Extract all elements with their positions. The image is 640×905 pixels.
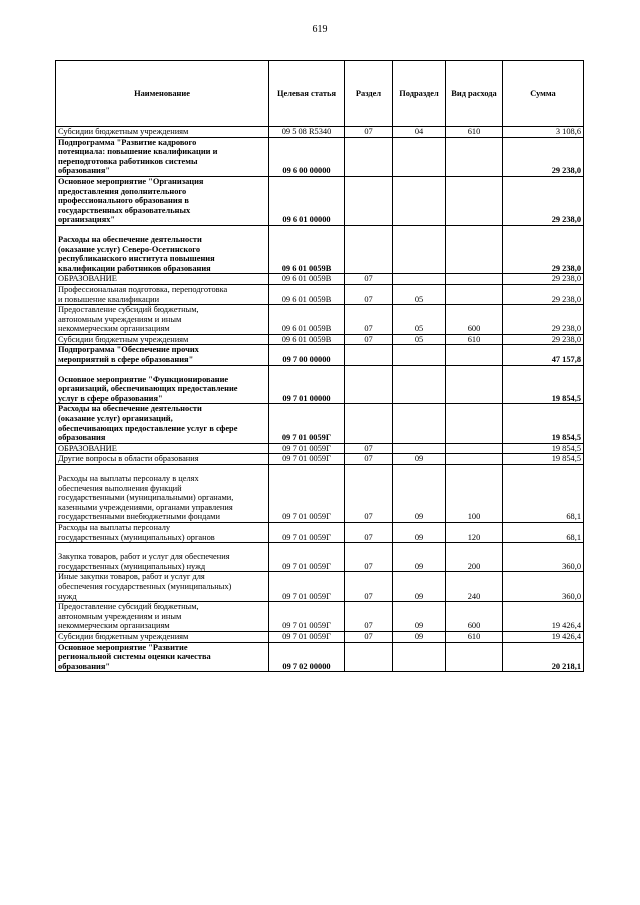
cell-section bbox=[345, 642, 393, 672]
cell-subsection: 09 bbox=[393, 522, 446, 542]
cell-subsection: 04 bbox=[393, 127, 446, 138]
page-number: 619 bbox=[312, 24, 328, 35]
cell-amount: 19 854,5 bbox=[503, 454, 584, 465]
table-row bbox=[56, 602, 584, 632]
table-row bbox=[56, 572, 584, 602]
cell-name: Расходы на обеспечение деятельности (оказание услуг) организаций, обеспечивающих предоставление услуг в сфере образования bbox=[56, 404, 269, 443]
cell-amount: 47 157,8 bbox=[503, 345, 584, 365]
header-code: Целевая статья bbox=[269, 61, 345, 127]
cell-name: Субсидии бюджетным учреждениям bbox=[56, 334, 269, 345]
cell-expense-type: 610 bbox=[446, 334, 503, 345]
cell-name: ОБРАЗОВАНИЕ bbox=[56, 443, 269, 454]
cell-amount: 29 238,0 bbox=[503, 284, 584, 304]
table-row bbox=[56, 443, 584, 454]
table-row bbox=[56, 631, 584, 642]
cell-expense-type bbox=[446, 176, 503, 225]
cell-amount: 68,1 bbox=[503, 465, 584, 523]
cell-expense-type: 100 bbox=[446, 465, 503, 523]
table-row bbox=[56, 404, 584, 443]
cell-name: Субсидии бюджетным учреждениям bbox=[56, 127, 269, 138]
cell-expense-type: 610 bbox=[446, 631, 503, 642]
cell-code: 09 7 01 0059Г bbox=[269, 572, 345, 602]
cell-subsection bbox=[393, 176, 446, 225]
header-expense-type: Вид расхода bbox=[446, 61, 503, 127]
cell-amount: 19 426,4 bbox=[503, 631, 584, 642]
cell-code: 09 7 01 0059Г bbox=[269, 454, 345, 465]
cell-expense-type bbox=[446, 137, 503, 176]
table-body bbox=[56, 127, 584, 672]
cell-expense-type: 600 bbox=[446, 602, 503, 632]
table-row bbox=[56, 284, 584, 304]
header-name: Наименование bbox=[56, 61, 269, 127]
cell-section: 07 bbox=[345, 454, 393, 465]
table-row bbox=[56, 127, 584, 138]
cell-subsection: 05 bbox=[393, 284, 446, 304]
cell-subsection: 05 bbox=[393, 305, 446, 335]
table-row bbox=[56, 176, 584, 225]
cell-section: 07 bbox=[345, 465, 393, 523]
cell-expense-type bbox=[446, 345, 503, 365]
cell-subsection: 09 bbox=[393, 543, 446, 572]
table-row bbox=[56, 225, 584, 273]
cell-amount: 29 238,0 bbox=[503, 274, 584, 285]
cell-expense-type bbox=[446, 404, 503, 443]
cell-code: 09 6 01 0059В bbox=[269, 334, 345, 345]
cell-subsection: 09 bbox=[393, 454, 446, 465]
cell-section: 07 bbox=[345, 572, 393, 602]
cell-code: 09 6 01 0059В bbox=[269, 274, 345, 285]
cell-section bbox=[345, 365, 393, 404]
table-row bbox=[56, 522, 584, 542]
cell-section: 07 bbox=[345, 305, 393, 335]
cell-amount: 68,1 bbox=[503, 522, 584, 542]
table-header-row bbox=[56, 61, 584, 127]
cell-code: 09 7 02 00000 bbox=[269, 642, 345, 672]
cell-section: 07 bbox=[345, 522, 393, 542]
table-row bbox=[56, 274, 584, 285]
cell-name: Предоставление субсидий бюджетным, автономным учреждениям и иным некоммерческим организациям bbox=[56, 305, 269, 335]
cell-amount: 19 854,5 bbox=[503, 404, 584, 443]
table-row bbox=[56, 642, 584, 672]
table-row bbox=[56, 365, 584, 404]
header-amount: Сумма bbox=[503, 61, 584, 127]
cell-amount: 20 218,1 bbox=[503, 642, 584, 672]
cell-amount: 19 854,5 bbox=[503, 365, 584, 404]
cell-code: 09 7 01 00000 bbox=[269, 365, 345, 404]
cell-section: 07 bbox=[345, 443, 393, 454]
cell-code: 09 6 01 00000 bbox=[269, 176, 345, 225]
cell-subsection: 05 bbox=[393, 334, 446, 345]
cell-subsection: 09 bbox=[393, 572, 446, 602]
cell-name: Профессиональная подготовка, переподготовка и повышение квалификации bbox=[56, 284, 269, 304]
cell-section bbox=[345, 137, 393, 176]
cell-amount: 29 238,0 bbox=[503, 334, 584, 345]
cell-expense-type bbox=[446, 284, 503, 304]
cell-expense-type bbox=[446, 642, 503, 672]
cell-code: 09 6 01 0059В bbox=[269, 305, 345, 335]
table-row bbox=[56, 465, 584, 523]
cell-subsection: 09 bbox=[393, 631, 446, 642]
cell-code: 09 5 08 R5340 bbox=[269, 127, 345, 138]
cell-name: ОБРАЗОВАНИЕ bbox=[56, 274, 269, 285]
cell-code: 09 7 00 00000 bbox=[269, 345, 345, 365]
cell-section: 07 bbox=[345, 631, 393, 642]
cell-amount: 29 238,0 bbox=[503, 137, 584, 176]
cell-code: 09 6 01 0059В bbox=[269, 225, 345, 273]
cell-code: 09 6 00 00000 bbox=[269, 137, 345, 176]
table-row bbox=[56, 137, 584, 176]
cell-code: 09 7 01 0059Г bbox=[269, 543, 345, 572]
cell-section: 07 bbox=[345, 274, 393, 285]
cell-subsection bbox=[393, 274, 446, 285]
cell-expense-type bbox=[446, 443, 503, 454]
cell-section: 07 bbox=[345, 127, 393, 138]
cell-name: Расходы на обеспечение деятельности (оказание услуг) Северо-Осетинского республиканского института повышения квалификации работников образования bbox=[56, 225, 269, 273]
cell-expense-type: 610 bbox=[446, 127, 503, 138]
cell-name: Расходы на выплаты персоналу государственных (муниципальных) органов bbox=[56, 522, 269, 542]
cell-section bbox=[345, 225, 393, 273]
cell-amount: 29 238,0 bbox=[503, 176, 584, 225]
cell-subsection: 09 bbox=[393, 465, 446, 523]
cell-section bbox=[345, 404, 393, 443]
cell-expense-type: 120 bbox=[446, 522, 503, 542]
cell-expense-type: 600 bbox=[446, 305, 503, 335]
cell-name: Закупка товаров, работ и услуг для обеспечения государственных (муниципальных) нужд bbox=[56, 543, 269, 572]
cell-code: 09 6 01 0059В bbox=[269, 284, 345, 304]
cell-name: Предоставление субсидий бюджетным, автономным учреждениям и иным некоммерческим организациям bbox=[56, 602, 269, 632]
cell-expense-type bbox=[446, 365, 503, 404]
cell-code: 09 7 01 0059Г bbox=[269, 631, 345, 642]
cell-subsection bbox=[393, 225, 446, 273]
cell-amount: 360,0 bbox=[503, 543, 584, 572]
budget-table bbox=[55, 60, 584, 672]
cell-subsection bbox=[393, 137, 446, 176]
cell-name: Подпрограмма "Развитие кадрового потенциала: повышение квалификации и переподготовка работников системы образования" bbox=[56, 137, 269, 176]
cell-expense-type bbox=[446, 454, 503, 465]
cell-subsection bbox=[393, 404, 446, 443]
cell-name: Основное мероприятие "Развитие региональной системы оценки качества образования" bbox=[56, 642, 269, 672]
cell-amount: 360,0 bbox=[503, 572, 584, 602]
cell-name: Расходы на выплаты персоналу в целях обеспечения выполнения функций государственными (муниципальными) органами, казенными учреждениями, органами управления государственными внебюджетными фондами bbox=[56, 465, 269, 523]
header-subsection: Подраздел bbox=[393, 61, 446, 127]
cell-section: 07 bbox=[345, 602, 393, 632]
cell-code: 09 7 01 0059Г bbox=[269, 602, 345, 632]
cell-expense-type bbox=[446, 225, 503, 273]
cell-name: Подпрограмма "Обеспечение прочих мероприятий в сфере образования" bbox=[56, 345, 269, 365]
cell-name: Иные закупки товаров, работ и услуг для обеспечения государственных (муниципальных) нужд bbox=[56, 572, 269, 602]
cell-expense-type bbox=[446, 274, 503, 285]
cell-code: 09 7 01 0059Г bbox=[269, 465, 345, 523]
cell-section bbox=[345, 176, 393, 225]
table-row bbox=[56, 454, 584, 465]
cell-name: Основное мероприятие "Функционирование организаций, обеспечивающих предоставление услуг в сфере образования" bbox=[56, 365, 269, 404]
cell-subsection bbox=[393, 365, 446, 404]
table-row bbox=[56, 334, 584, 345]
cell-amount: 19 426,4 bbox=[503, 602, 584, 632]
cell-expense-type: 200 bbox=[446, 543, 503, 572]
cell-subsection: 09 bbox=[393, 602, 446, 632]
cell-code: 09 7 01 0059Г bbox=[269, 404, 345, 443]
cell-amount: 29 238,0 bbox=[503, 225, 584, 273]
cell-expense-type: 240 bbox=[446, 572, 503, 602]
cell-subsection bbox=[393, 642, 446, 672]
cell-amount: 19 854,5 bbox=[503, 443, 584, 454]
cell-amount: 29 238,0 bbox=[503, 305, 584, 335]
cell-name: Субсидии бюджетным учреждениям bbox=[56, 631, 269, 642]
cell-subsection bbox=[393, 345, 446, 365]
cell-section: 07 bbox=[345, 284, 393, 304]
cell-amount: 3 108,6 bbox=[503, 127, 584, 138]
table-row bbox=[56, 345, 584, 365]
cell-section: 07 bbox=[345, 543, 393, 572]
header-section: Раздел bbox=[345, 61, 393, 127]
cell-name: Другие вопросы в области образования bbox=[56, 454, 269, 465]
cell-section bbox=[345, 345, 393, 365]
cell-name: Основное мероприятие "Организация предоставления дополнительного профессионального образования в государственных образовательных организациях" bbox=[56, 176, 269, 225]
cell-section: 07 bbox=[345, 334, 393, 345]
table-row bbox=[56, 305, 584, 335]
cell-code: 09 7 01 0059Г bbox=[269, 522, 345, 542]
table-row bbox=[56, 543, 584, 572]
cell-subsection bbox=[393, 443, 446, 454]
cell-code: 09 7 01 0059Г bbox=[269, 443, 345, 454]
